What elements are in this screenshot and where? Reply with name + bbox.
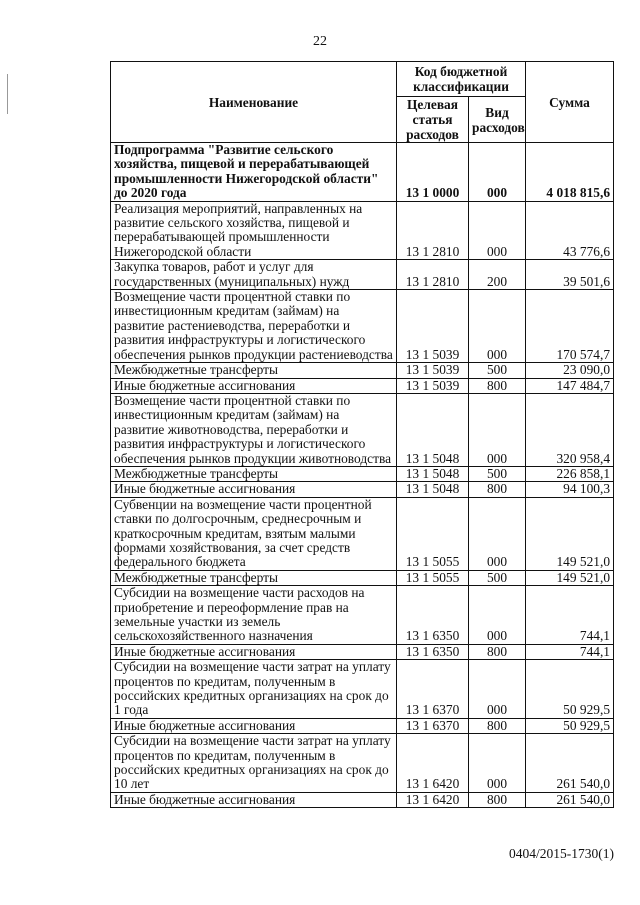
table-row — [111, 393, 614, 466]
row-target-article: 13 1 5055 — [397, 497, 469, 570]
header-target-article: Целевая статья расходов — [397, 97, 469, 143]
header-expense-type: Вид расходов — [469, 97, 526, 143]
row-name: Межбюджетные трансферты — [111, 363, 397, 378]
table-row — [111, 644, 614, 659]
row-sum: 170 574,7 — [526, 290, 614, 363]
row-name: Иные бюджетные ассигнования — [111, 482, 397, 497]
row-target-article: 13 1 6370 — [397, 660, 469, 719]
table-row — [111, 378, 614, 393]
row-name: Иные бюджетные ассигнования — [111, 718, 397, 733]
document-id: 0404/2015-1730(1) — [509, 846, 614, 861]
table-row — [111, 260, 614, 290]
page-number: 22 — [313, 34, 327, 49]
table-row — [111, 143, 614, 202]
scan-margin-mark — [7, 74, 8, 114]
table-row — [111, 290, 614, 363]
row-sum: 226 858,1 — [526, 466, 614, 481]
row-sum: 320 958,4 — [526, 393, 614, 466]
row-target-article: 13 1 2810 — [397, 260, 469, 290]
table-row — [111, 734, 614, 793]
row-target-article: 13 1 5039 — [397, 290, 469, 363]
row-target-article: 13 1 6420 — [397, 792, 469, 807]
header-code-group: Код бюджетной классификации — [397, 62, 526, 97]
row-target-article: 13 1 0000 — [397, 143, 469, 202]
row-name: Иные бюджетные ассигнования — [111, 792, 397, 807]
row-sum: 744,1 — [526, 586, 614, 645]
row-name: Субсидии на возмещение части расходов на приобретение и переоформление прав на земельные участки из земель сельскохозяйственного назначения — [111, 586, 397, 645]
row-sum: 149 521,0 — [526, 497, 614, 570]
row-target-article: 13 1 5048 — [397, 466, 469, 481]
row-name: Субвенции на возмещение части процентной ставки по долгосрочным, среднесрочным и краткосрочным кредитам, взятым малыми формами хозяйствования, за счет средств федерального бюджета — [111, 497, 397, 570]
row-expense-type: 000 — [469, 393, 526, 466]
row-expense-type: 000 — [469, 586, 526, 645]
row-name: Возмещение части процентной ставки по инвестиционным кредитам (займам) на развитие животноводства, переработки и развития инфраструктуры и логистического обеспечения рынков продукции животноводства — [111, 393, 397, 466]
row-name: Субсидии на возмещение части затрат на уплату процентов по кредитам, полученным в российских кредитных организациях на срок до 10 лет — [111, 734, 397, 793]
row-name: Иные бюджетные ассигнования — [111, 378, 397, 393]
table-row — [111, 718, 614, 733]
row-target-article: 13 1 6350 — [397, 644, 469, 659]
table-header — [111, 62, 614, 143]
row-sum: 149 521,0 — [526, 570, 614, 585]
row-expense-type: 500 — [469, 363, 526, 378]
row-expense-type: 500 — [469, 466, 526, 481]
table-row — [111, 586, 614, 645]
table-row — [111, 482, 614, 497]
row-sum: 50 929,5 — [526, 660, 614, 719]
row-name: Субсидии на возмещение части затрат на уплату процентов по кредитам, полученным в российских кредитных организациях на срок до 1 года — [111, 660, 397, 719]
row-target-article: 13 1 6350 — [397, 586, 469, 645]
row-sum: 94 100,3 — [526, 482, 614, 497]
row-expense-type: 800 — [469, 718, 526, 733]
table-row — [111, 497, 614, 570]
row-target-article: 13 1 5039 — [397, 363, 469, 378]
row-expense-type: 800 — [469, 644, 526, 659]
row-expense-type: 000 — [469, 734, 526, 793]
row-sum: 744,1 — [526, 644, 614, 659]
row-expense-type: 500 — [469, 570, 526, 585]
row-expense-type: 200 — [469, 260, 526, 290]
row-expense-type: 000 — [469, 497, 526, 570]
row-name: Подпрограмма "Развитие сельского хозяйства, пищевой и перерабатывающей промышленности Нижегородской области" до 2020 года — [111, 143, 397, 202]
row-name: Межбюджетные трансферты — [111, 466, 397, 481]
row-sum: 261 540,0 — [526, 734, 614, 793]
row-sum: 50 929,5 — [526, 718, 614, 733]
row-expense-type: 800 — [469, 482, 526, 497]
row-target-article: 13 1 5055 — [397, 570, 469, 585]
table-body — [111, 143, 614, 808]
row-target-article: 13 1 6370 — [397, 718, 469, 733]
row-target-article: 13 1 5048 — [397, 393, 469, 466]
table-row — [111, 466, 614, 481]
row-name: Закупка товаров, работ и услуг для государственных (муниципальных) нужд — [111, 260, 397, 290]
table-row — [111, 660, 614, 719]
budget-table — [110, 61, 614, 808]
row-target-article: 13 1 5039 — [397, 378, 469, 393]
table-row — [111, 792, 614, 807]
table-row — [111, 363, 614, 378]
row-name: Возмещение части процентной ставки по инвестиционным кредитам (займам) на развитие растениеводства, переработки и развития инфраструктуры и логистического обеспечения рынков продукции растениеводства — [111, 290, 397, 363]
row-expense-type: 000 — [469, 290, 526, 363]
row-expense-type: 800 — [469, 378, 526, 393]
row-expense-type: 000 — [469, 660, 526, 719]
row-expense-type: 000 — [469, 143, 526, 202]
row-sum: 43 776,6 — [526, 201, 614, 260]
row-sum: 261 540,0 — [526, 792, 614, 807]
row-sum: 39 501,6 — [526, 260, 614, 290]
row-target-article: 13 1 2810 — [397, 201, 469, 260]
header-name: Наименование — [111, 62, 397, 143]
row-expense-type: 000 — [469, 201, 526, 260]
row-name: Реализация мероприятий, направленных на развитие сельского хозяйства, пищевой и перерабатывающей промышленности Нижегородской области — [111, 201, 397, 260]
row-target-article: 13 1 5048 — [397, 482, 469, 497]
table-row — [111, 201, 614, 260]
row-target-article: 13 1 6420 — [397, 734, 469, 793]
row-expense-type: 800 — [469, 792, 526, 807]
header-sum: Сумма — [526, 62, 614, 143]
row-sum: 147 484,7 — [526, 378, 614, 393]
row-name: Иные бюджетные ассигнования — [111, 644, 397, 659]
row-sum: 4 018 815,6 — [526, 143, 614, 202]
row-name: Межбюджетные трансферты — [111, 570, 397, 585]
budget-table-container — [110, 61, 613, 808]
row-sum: 23 090,0 — [526, 363, 614, 378]
table-row — [111, 570, 614, 585]
